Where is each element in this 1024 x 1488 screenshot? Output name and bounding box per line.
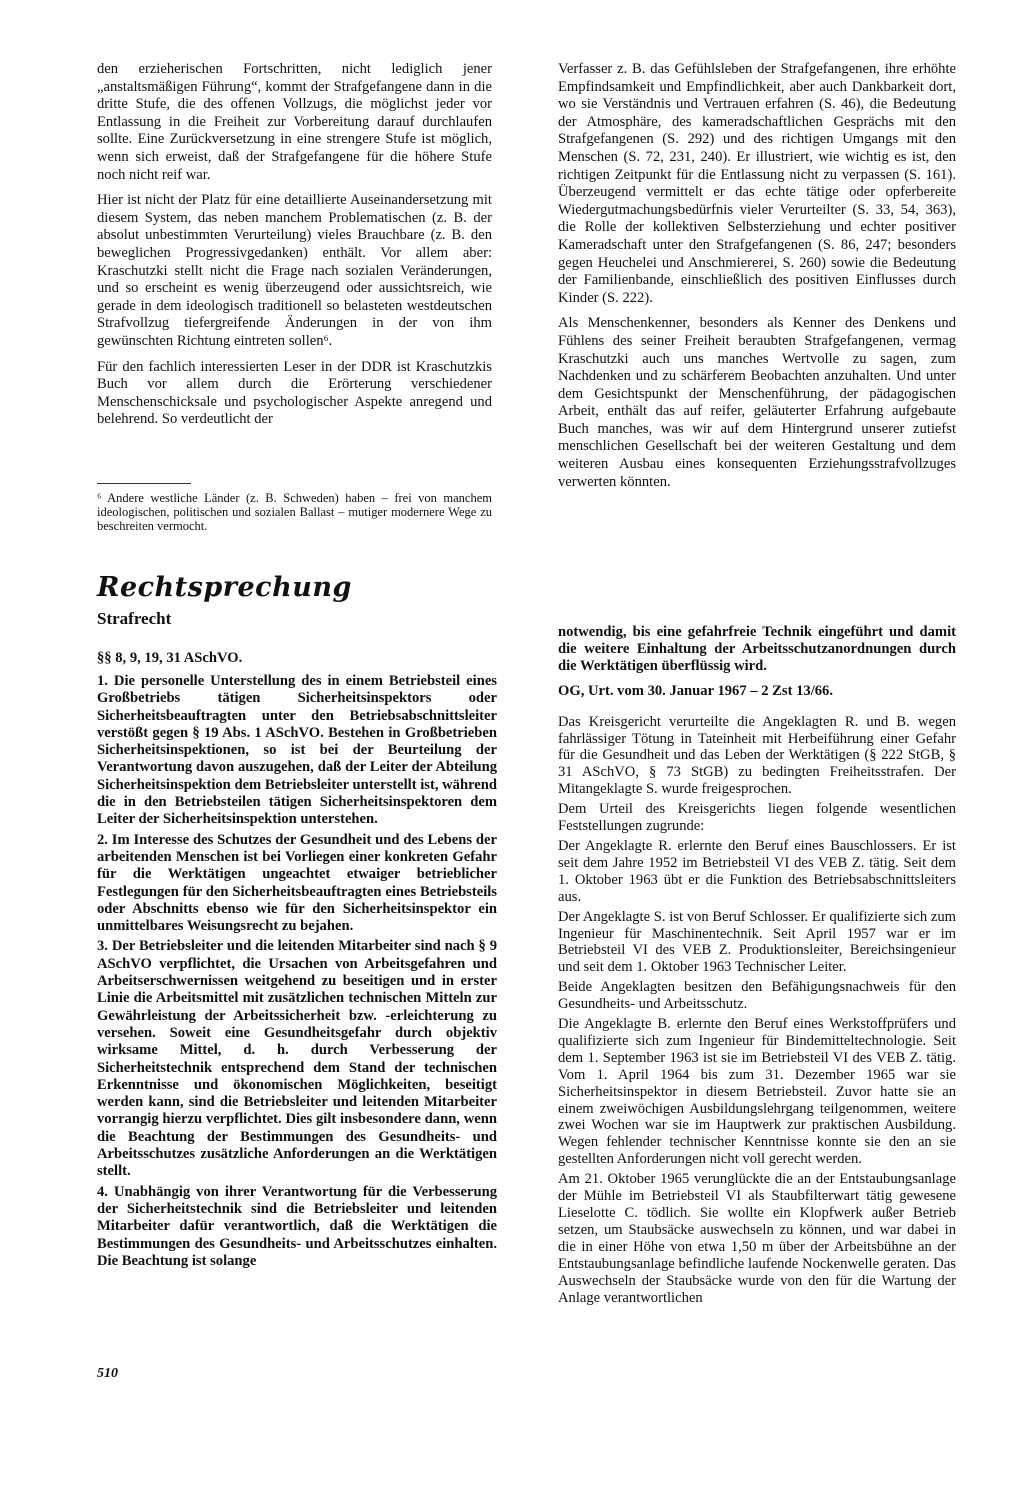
statute-reference: §§ 8, 9, 19, 31 ASchVO. — [97, 650, 243, 666]
headnote: 1. Die personelle Unterstellung des in einem Betriebsteil eines Großbetriebs tätigen Sicherheitsinspektors oder Sicherheitsbeauftragten unter den Betriebsabschnittsleiter verstößt gegen § 19 Abs. 1 ASchVO. Bestehen in Großbetrieben Sicherheitsinspektionen, so ist bei der Beurteilung der Verantwortung davon auszugehen, daß der Leiter der Abteilung Sicherheitsinspektion dem Betriebsleiter unterstellt ist, während die in den Betriebsteilen tätigen Sicherheitsinspektoren dem Leiter der Sicherheitsinspektion unterstehen. — [97, 673, 497, 828]
footnote-text: ⁶ Andere westliche Länder (z. B. Schweden) haben – frei von manchem ideologischen, politischen und sozialen Ballast – mutiger modernere Wege zu beschreiten vermocht. — [97, 491, 492, 533]
top-right-column — [558, 61, 956, 499]
body-paragraph: Beide Angeklagten besitzen den Befähigungsnachweis für den Gesundheits- und Arbeitsschutz. — [558, 979, 956, 1013]
headnote: 3. Der Betriebsleiter und die leitenden Mitarbeiter sind nach § 9 ASchVO verpflichtet, die Ursachen von Arbeitsgefahren und Arbeitserschwernissen weitgehend zu beseitigen und in erster Linie die Arbeitsmittel mit zusätzlichen technischen Mitteln zur Gewährleistung der Arbeitssicherheit bzw. -erleichterung zu versehen. Soweit eine Gesundheitsgefahr durch objektiv wirksame Mittel, d. h. durch Verbesserung der Sicherheitstechnik entsprechend dem Stand der technischen Erkenntnisse und ökonomischen Möglichkeiten, beseitigt werden kann, sind die Betriebsleiter und leitenden Mitarbeiter vorrangig hierzu verpflichtet. Dies gilt insbesondere dann, wenn die Beachtung der Bestimmungen des Gesundheits- und Arbeitsschutzes zusätzliche Anforderungen an die Werktätigen stellt. — [97, 938, 497, 1180]
body-paragraph: Der Angeklagte S. ist von Beruf Schlosser. Er qualifizierte sich zum Ingenieur für Maschinentechnik. Seit April 1957 war er im Betriebsteil VI des VEB Z. Produktionsleiter, Bereichsingenieur und seit dem 1. Oktober 1963 Technischer Leiter. — [558, 908, 956, 976]
footnote — [97, 491, 492, 541]
page-number: 510 — [97, 1366, 118, 1381]
body-paragraph: Hier ist nicht der Platz für eine detaillierte Auseinandersetzung mit diesem System, das neben manchem Problematischen (z. B. der absolut unbestimmten Verurteilung) vieles Brauchbare (z. B. den beweglichen Progressivgedanken) enthält. Vor allem aber: Kraschutzki stellt nicht die Frage nach sozialen Veränderungen, und so erscheint es wenig überzeugend oder aussichtsreich, wie gerade in dem ideologisch traditionell so belasteten westdeutschen Strafvollzug tiefergreifende Änderungen in der von ihm gewünschten Richtung eintreten sollen⁶. — [97, 192, 492, 349]
body-paragraph: Für den fachlich interessierten Leser in der DDR ist Kraschutzkis Buch vor allem durch die Erörterung verschiedener Menschenschicksale und psychologischer Aspekte anregend und belehrend. So verdeutlicht der — [97, 358, 492, 428]
headnote-continuation: notwendig, bis eine gefahrfreie Technik eingeführt und damit die weitere Einhaltung der Arbeitsschutzanordnungen durch die Werktätigen überflüssig wird. — [558, 624, 956, 674]
section-subheading: Strafrecht — [97, 609, 172, 628]
section-heading: Rechtsprechung — [97, 572, 352, 603]
court-citation: OG, Urt. vom 30. Januar 1967 – 2 Zst 13/66. — [558, 682, 833, 699]
judgment-column — [558, 624, 956, 1309]
body-paragraph: Die Angeklagte B. erlernte den Beruf eines Werkstoffprüfers und qualifizierte sich zum Ingenieur für Bindemitteltechnologie. Seit dem 1. September 1963 ist sie im Betriebsteil VI des VEB Z. tätig. Vom 1. April 1964 bis zum 31. Dezember 1965 war sie Sicherheitsinspektor in diesem Betriebsteil. Zuvor hatte sie an einem zweiwöchigen Ausbildungslehrgang teilgenommen, weitere zwei Wochen war sie im Hauptwerk zur praktischen Ausbildung. Wegen fehlender technischer Kenntnisse konnte sie den an sie gestellten Anforderungen nicht voll gerecht werden. — [558, 1016, 956, 1168]
headnote: 4. Unabhängig von ihrer Verantwortung für die Verbesserung der Sicherheitstechnik sind die Betriebsleiter und leitenden Mitarbeiter dafür verantwortlich, daß die Werktätigen die Bestimmungen des Gesundheits- und Arbeitsschutzes einhalten. Die Beachtung ist solange — [97, 1183, 497, 1269]
headnote: 2. Im Interesse des Schutzes der Gesundheit und des Lebens der arbeitenden Menschen ist bei Vorliegen einer konkreten Gefahr für die Werktätigen ungeachtet etwaiger betrieblicher Festlegungen für den Sicherheitsbeauftragten eines Betriebsteils oder Abschnitts ebenso wie für den Sicherheitsinspektor ein unmittelbares Weisungsrecht zu bejahen. — [97, 831, 497, 935]
headnotes-column — [97, 673, 497, 1273]
body-paragraph: Verfasser z. B. das Gefühlsleben der Strafgefangenen, ihre erhöhte Empfindsamkeit und Empfindlichkeit, aber auch Dankbarkeit dort, wo sie Verständnis und Vertrauen erfahren (S. 46), die Bedeutung der Atmosphäre, des kameradschaftlichen Gesprächs mit den Strafgefangenen (S. 292) und des richtigen Umgangs mit den Menschen (S. 72, 231, 240). Er illustriert, wie wichtig es ist, den richtigen Zeitpunkt für die Entlassung nicht zu verpassen (S. 161). Überzeugend vermittelt er das echte tätige oder opferbereite Wiedergutmachungsbedürfnis vieler Verurteilter (S. 33, 54, 363), die Rolle der kollektiven Selbsterziehung und echter positiver Kameradschaft unter den Strafgefangenen (S. 86, 247; besonders gegen Heuchelei und Anschmiererei, S. 260) sowie die Bedeutung der Familienbande, einschließlich des positiven Einflusses durch Kinder (S. 222). — [558, 61, 956, 306]
body-paragraph: Das Kreisgericht verurteilte die Angeklagten R. und B. wegen fahrlässiger Tötung in Tateinheit mit Herbeiführung einer Gefahr für die Gesundheit und das Leben der Werktätigen (§ 222 StGB, § 31 ASchVO, § 73 StGB) zu bedingten Freiheitsstrafen. Der Mitangeklagte S. wurde freigesprochen. — [558, 713, 956, 798]
body-paragraph: Am 21. Oktober 1965 verunglückte die an der Entstaubungsanlage der Mühle im Betriebsteil VI als Staubfilterwart tätig gewesene Lieselotte C. tödlich. Sie wollte ein Klopfwerk außer Betrieb setzen, um Staubsäcke auswechseln zu können, und war dabei in die in einer Höhe von etwa 1,50 m über der Arbeitsbühne an der Entstaubungsanlage befindliche laufende Nockenwelle geraten. Das Auswechseln der Staubsäcke wurde von den für die Wartung der Anlage verantwortlichen — [558, 1171, 956, 1306]
footnote-rule — [97, 483, 191, 484]
top-left-column — [97, 61, 492, 437]
body-paragraph: den erzieherischen Fortschritten, nicht lediglich jener „anstaltsmäßigen Führung“, kommt der Strafgefangene dann in die dritte Stufe, die des offenen Vollzugs, die möglichst jeder vor Entlassung in die Freiheit zur Vorbereitung darauf durchlaufen sollte. Eine Zurückversetzung in eine strengere Stufe ist möglich, wenn sich erweist, daß der Strafgefangene für die höhere Stufe noch nicht reif war. — [97, 61, 492, 183]
body-paragraph: Dem Urteil des Kreisgerichts liegen folgende wesentlichen Feststellungen zugrunde: — [558, 801, 956, 835]
body-paragraph: Als Menschenkenner, besonders als Kenner des Denkens und Fühlens des seiner Freiheit beraubten Strafgefangenen, vermag Kraschutzki auch uns manches Wertvolle zu sagen, zum Nachdenken und zu schärferem Beobachten anzuhalten. Und unter dem Gesichtspunkt der Menschenführung, der pädagogischen Arbeit, enthält das auf reifer, geläuterter Erfahrung aufgebaute Buch manches, was wir auf dem Hintergrund unserer zutiefst menschlichen Gesellschaft bei der weiteren Gestaltung und dem weiteren Ausbau eines konsequenten Erziehungsstrafvollzuges verwerten könnten. — [558, 315, 956, 490]
body-paragraph: Der Angeklagte R. erlernte den Beruf eines Bauschlossers. Er ist seit dem Jahre 1952 im Betriebsteil VI des VEB Z. tätig. Seit dem 1. Oktober 1963 übt er die Funktion des Betriebsabschnittsleiters aus. — [558, 837, 956, 905]
